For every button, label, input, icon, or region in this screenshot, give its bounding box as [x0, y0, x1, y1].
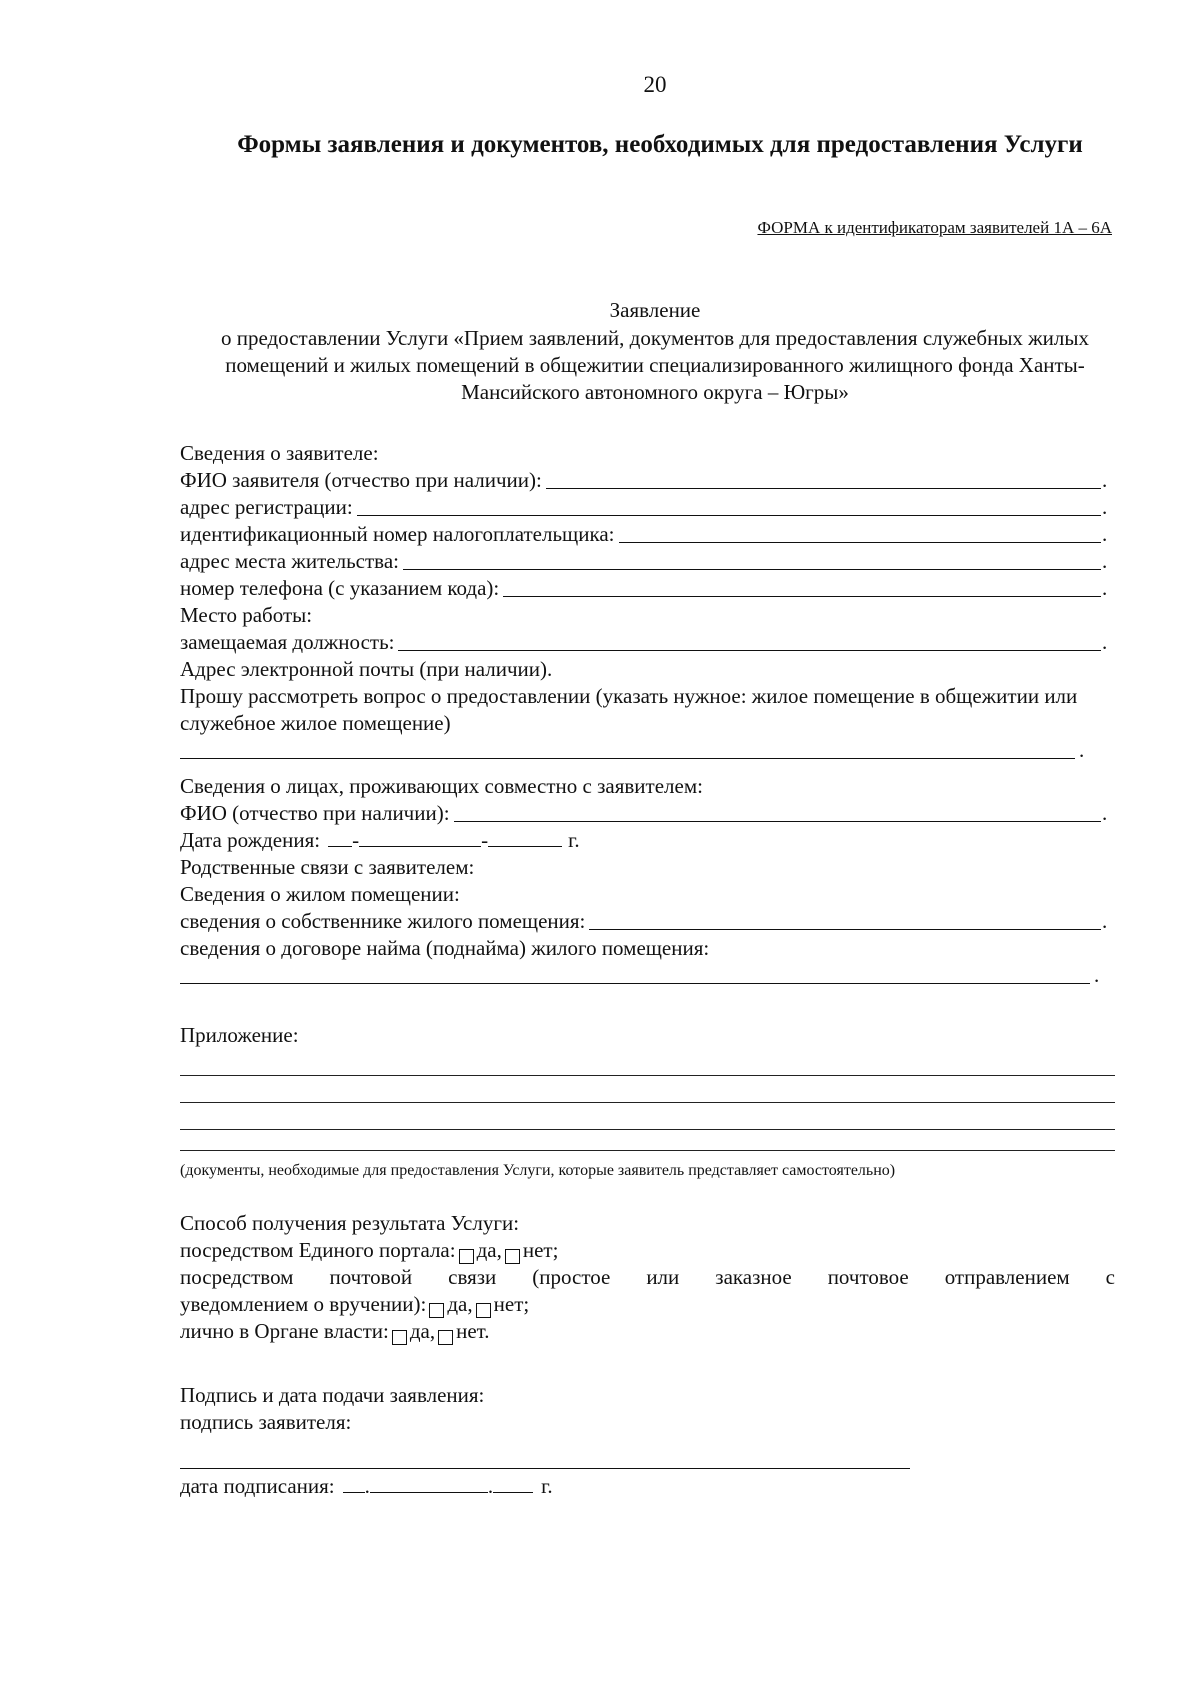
signature-label: подпись заявителя: — [180, 1410, 352, 1434]
portal-yes-checkbox[interactable] — [459, 1249, 474, 1264]
position-field[interactable] — [398, 649, 1101, 651]
phone-field[interactable] — [503, 595, 1101, 597]
birth-year-suffix: г. — [568, 828, 580, 852]
portal-label: посредством Единого портала: — [180, 1238, 456, 1262]
portal-no-label: нет; — [522, 1238, 559, 1262]
attachments-caption: (документы, необходимые для предоставления Услуги, которые заявитель представляет самостоятельно) — [180, 1162, 896, 1179]
portal-no-checkbox[interactable] — [505, 1249, 520, 1264]
in-person-no-label: нет. — [456, 1319, 490, 1343]
applicant-section-label: Сведения о заявителе: — [180, 441, 379, 465]
attachments-label: Приложение: — [180, 1023, 299, 1047]
delivery-heading: Способ получения результата Услуги: — [180, 1211, 520, 1235]
birth-date-label: Дата рождения: — [180, 828, 321, 852]
inn-field[interactable] — [619, 541, 1101, 543]
attachment-line[interactable] — [180, 1103, 1115, 1130]
registration-address-field[interactable] — [357, 514, 1101, 516]
cohabitants-section-label: Сведения о лицах, проживающих совместно с заявителем: — [180, 774, 703, 798]
owner-label: сведения о собственнике жилого помещения: — [180, 909, 586, 933]
cohabitant-fio-field[interactable] — [454, 820, 1101, 822]
birth-date-field[interactable]: - - — [328, 827, 562, 854]
relation-label: Родственные связи с заявителем: — [180, 855, 475, 879]
signature-field[interactable] — [180, 1436, 910, 1469]
workplace-label: Место работы: — [180, 603, 313, 627]
in-person-yes-label: да, — [409, 1319, 436, 1343]
contract-field[interactable] — [180, 983, 1090, 984]
in-person-yes-checkbox[interactable] — [392, 1330, 407, 1345]
mail-label-line1: посредством почтовой связи (простое или заказное почтовое отправлением с — [180, 1265, 1115, 1289]
mail-no-label: нет; — [493, 1292, 530, 1316]
mail-no-checkbox[interactable] — [476, 1303, 491, 1318]
housing-section-label: Сведения о жилом помещении: — [180, 882, 460, 906]
mail-yes-checkbox[interactable] — [429, 1303, 444, 1318]
page-number: 20 — [643, 72, 667, 97]
request-text: Прошу рассмотреть вопрос о предоставлении (указать нужное: жилое помещение в общежитии или служебное жилое помещение) — [180, 684, 1078, 735]
form-reference: ФОРМА к идентификаторам заявителей 1А – 6А — [757, 218, 1112, 237]
cohabitants-section: Сведения о лицах, проживающих совместно с заявителем: ФИО (отчество при наличии): . Дата рождения: - - г. Родственные связи с заявителем: Сведения о жилом помещении: сведения о собственнике жилого помещения: . сведения о договоре найма (поднайма) жилого помещения: . — [180, 774, 1108, 987]
residence-address-field[interactable] — [403, 568, 1101, 570]
inn-label: идентификационный номер налогоплательщика: — [180, 522, 615, 546]
residence-address-label: адрес места жительства: — [180, 549, 399, 573]
signing-year-suffix: г. — [541, 1474, 553, 1498]
applicant-fio-label: ФИО заявителя (отчество при наличии): — [180, 468, 542, 492]
portal-yes-label: да, — [476, 1238, 502, 1262]
position-label: замещаемая должность: — [180, 630, 395, 654]
applicant-fio-field[interactable] — [546, 487, 1101, 489]
statement-subject: о предоставлении Услуги «Прием заявлений, документов для предоставления служебных жилых помещений и жилых помещений в общежитии специализированного жилищного фонда Ханты-Мансийского автономного округа – Югры» — [220, 326, 1090, 404]
in-person-no-checkbox[interactable] — [438, 1330, 453, 1345]
applicant-section: Сведения о заявителе: ФИО заявителя (отчество при наличии): . адрес регистрации: . идентификационный номер налогоплательщика: . адрес места жительства: . номер телефона (с указанием кода): . Место работы: замещаемая должность: . Адрес электронной почты (при наличии). Прошу рассмотреть вопрос о предоставлении (указать нужное: жилое помещение в общежитии или служебное жилое помещение) . — [180, 440, 1110, 764]
statement-heading: Заявление — [609, 298, 701, 322]
phone-label: номер телефона (с указанием кода): — [180, 576, 500, 600]
mail-yes-label: да, — [447, 1292, 473, 1316]
cohabitant-fio-label: ФИО (отчество при наличии): — [180, 801, 450, 825]
attachment-line[interactable] — [180, 1130, 1115, 1151]
signing-date-label: дата подписания: — [180, 1474, 335, 1498]
page-title: Формы заявления и документов, необходимых для предоставления Услуги — [237, 131, 1083, 158]
registration-address-label: адрес регистрации: — [180, 495, 353, 519]
attachment-line[interactable] — [180, 1076, 1115, 1103]
in-person-label: лично в Органе власти: — [180, 1319, 389, 1343]
delivery-section — [180, 1210, 1115, 1345]
owner-field[interactable] — [589, 928, 1101, 930]
email-label: Адрес электронной почты (при наличии). — [180, 657, 553, 681]
attachment-line[interactable] — [180, 1049, 1115, 1076]
contract-label: сведения о договоре найма (поднайма) жилого помещения: — [180, 936, 710, 960]
request-field[interactable] — [180, 758, 1075, 759]
mail-label-line2: уведомлением о вручении): — [180, 1292, 427, 1316]
attachments-section — [180, 1022, 1115, 1184]
signing-date-field[interactable]: . . — [343, 1473, 534, 1500]
signature-section — [180, 1382, 1110, 1500]
signature-heading: Подпись и дата подачи заявления: — [180, 1383, 485, 1407]
